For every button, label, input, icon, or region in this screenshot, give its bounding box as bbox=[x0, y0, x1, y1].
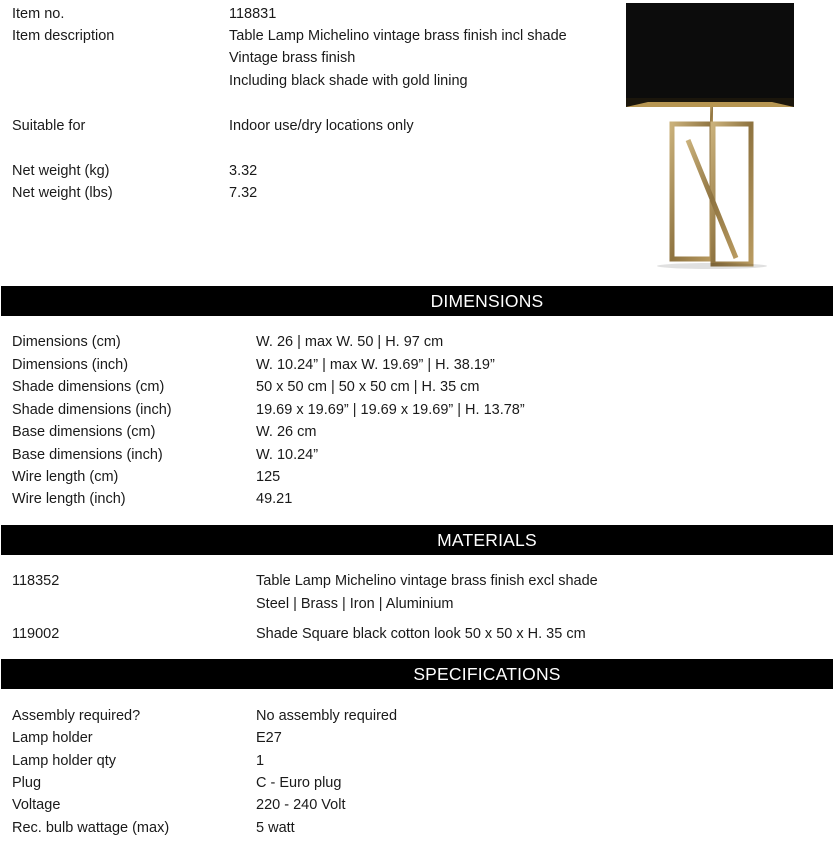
spec-row-value: No assembly required bbox=[256, 708, 398, 724]
materials-header bbox=[1, 525, 833, 555]
dimensions-row-value: W. 26 cm bbox=[256, 424, 317, 440]
material-code: 118352 bbox=[12, 573, 60, 589]
material-description: Steel | Brass | Iron | Aluminium bbox=[256, 596, 454, 612]
dimensions-row-value: W. 26 | max W. 50 | H. 97 cm bbox=[256, 334, 444, 350]
item-description-line: Table Lamp Michelino vintage brass finish incl shade bbox=[229, 28, 567, 44]
specifications-title: SPECIFICATIONS bbox=[413, 663, 561, 684]
table-lamp-image bbox=[618, 0, 802, 272]
dimensions-row-label: Wire length (cm) bbox=[12, 469, 119, 485]
material-description: Shade Square black cotton look 50 x 50 x H. 35 cm bbox=[256, 626, 586, 642]
dimensions-row-value: W. 10.24” bbox=[256, 447, 319, 463]
spec-row-value: C - Euro plug bbox=[256, 775, 342, 791]
dimensions-row-label: Wire length (inch) bbox=[12, 491, 126, 507]
dimensions-row-label: Dimensions (inch) bbox=[12, 357, 129, 373]
item-no-label: Item no. bbox=[12, 6, 65, 22]
dimensions-row-value: 50 x 50 cm | 50 x 50 cm | H. 35 cm bbox=[256, 379, 480, 395]
net-weight-kg-label: Net weight (kg) bbox=[12, 163, 110, 179]
brass-frame bbox=[672, 124, 751, 264]
dimensions-header bbox=[1, 286, 833, 316]
item-description-line: Including black shade with gold lining bbox=[229, 73, 468, 89]
dimensions-row-value: 49.21 bbox=[256, 491, 293, 507]
net-weight-lbs-label: Net weight (lbs) bbox=[12, 185, 113, 201]
suitable-for-value: Indoor use/dry locations only bbox=[229, 118, 414, 134]
dimensions-row-value: 19.69 x 19.69” | 19.69 x 19.69” | H. 13.78” bbox=[256, 402, 525, 418]
dimensions-row-label: Dimensions (cm) bbox=[12, 334, 121, 350]
spec-row-value: E27 bbox=[256, 730, 282, 746]
dimensions-row-value: W. 10.24” | max W. 19.69” | H. 38.19” bbox=[256, 357, 495, 373]
spec-row-value: 5 watt bbox=[256, 820, 295, 836]
gold-lining bbox=[626, 102, 794, 107]
spec-row-label: Assembly required? bbox=[12, 708, 141, 724]
spec-row-label: Voltage bbox=[12, 797, 61, 813]
spec-row-label: Rec. bulb wattage (max) bbox=[12, 820, 170, 836]
material-description: Table Lamp Michelino vintage brass finish excl shade bbox=[256, 573, 598, 589]
spec-row-value: 1 bbox=[256, 753, 265, 769]
lamp-shade bbox=[626, 3, 794, 107]
dimensions-row-label: Base dimensions (cm) bbox=[12, 424, 156, 440]
specifications-header bbox=[1, 659, 833, 689]
item-no-value: 118831 bbox=[229, 6, 277, 22]
spec-row-label: Lamp holder bbox=[12, 730, 93, 746]
suitable-for-label: Suitable for bbox=[12, 118, 86, 134]
dimensions-row-label: Base dimensions (inch) bbox=[12, 447, 163, 463]
materials-title: MATERIALS bbox=[437, 529, 537, 550]
spec-row-value: 220 - 240 Volt bbox=[256, 797, 346, 813]
net-weight-lbs-value: 7.32 bbox=[229, 185, 258, 201]
dimensions-row-label: Shade dimensions (cm) bbox=[12, 379, 165, 395]
dimensions-row-value: 125 bbox=[256, 469, 281, 485]
item-description-line: Vintage brass finish bbox=[229, 50, 356, 66]
dimensions-row-label: Shade dimensions (inch) bbox=[12, 402, 172, 418]
dimensions-title: DIMENSIONS bbox=[430, 290, 544, 311]
net-weight-kg-value: 3.32 bbox=[229, 163, 258, 179]
spec-row-label: Lamp holder qty bbox=[12, 753, 116, 769]
material-code: 119002 bbox=[12, 626, 60, 642]
item-description-label: Item description bbox=[12, 28, 115, 44]
spec-row-label: Plug bbox=[12, 775, 42, 791]
